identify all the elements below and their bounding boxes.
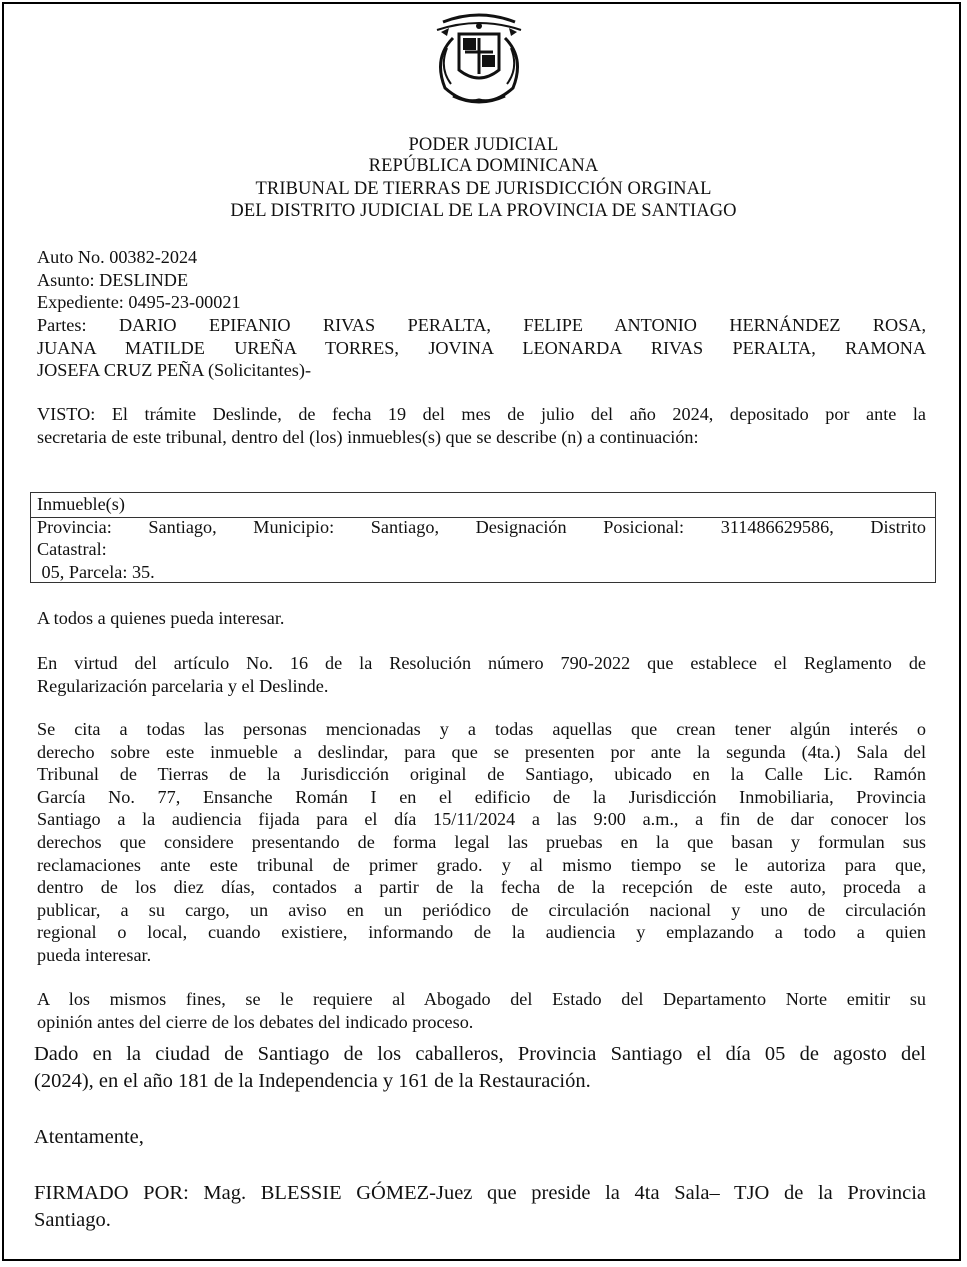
cita-line: pueda interesar.: [37, 944, 152, 965]
atentamente-text: Atentamente,: [34, 1126, 144, 1148]
cita-line: Tribunal de Tierras de la Jurisdicción original de Santiago, ubicado en la Calle Lic. Ramón: [37, 764, 926, 785]
cita-line: Santiago a la audiencia fijada para el día 15/11/2024 a las 9:00 a.m., a fin de dar conocer los: [37, 809, 926, 830]
inmueble-header: Inmueble(s): [37, 494, 125, 514]
abogado-line: opinión antes del cierre de los debates del indicado proceso.: [37, 1011, 474, 1032]
dado-line: Dado en la ciudad de Santiago de los caballeros, Provincia Santiago el día 05 de agosto del: [34, 1043, 926, 1065]
firmado-line: FIRMADO POR: Mag. BLESSIE GÓMEZ-Juez que preside la 4ta Sala– TJO de la Provincia: [34, 1182, 926, 1204]
dado-line: (2024), en el año 181 de la Independencia y 161 de la Restauración.: [34, 1070, 591, 1092]
header-distrito: DEL DISTRITO JUDICIAL DE LA PROVINCIA DE SANTIAGO: [230, 201, 737, 221]
articulo-line: Regularización parcelaria y el Deslinde.: [37, 675, 329, 696]
case-info: [37, 246, 241, 314]
abogado-paragraph: [37, 988, 926, 1033]
cita-line: publicar, a su cargo, un aviso en un periódico de circulación nacional y uno de circulación: [37, 899, 926, 920]
partes-line: JOSEFA CRUZ PEÑA (Solicitantes)-: [37, 360, 312, 381]
header-tribunal: TRIBUNAL DE TIERRAS DE JURISDICCIÓN ORGINAL: [255, 179, 712, 199]
cita-paragraph: [37, 718, 926, 967]
header-poder-judicial: PODER JUDICIAL: [408, 135, 559, 155]
cita-line: García No. 77, Ensanche Román I en el edificio de la Jurisdicción Inmobiliaria, Provincia: [37, 786, 926, 807]
firmado-paragraph: [34, 1180, 926, 1234]
cita-line: regional o local, cuando existiere, informando de la audiencia y emplazando a todo a quien: [37, 922, 926, 943]
asunto: Asunto: DESLINDE: [37, 269, 189, 290]
atentamente: [34, 1124, 926, 1151]
greeting-text: A todos a quienes pueda interesar.: [37, 608, 285, 628]
auto-number: Auto No. 00382-2024: [37, 247, 198, 267]
inmueble-line: 05, Parcela: 35.: [37, 561, 155, 582]
cita-line: derecho sobre este inmueble a deslindar, para que se presenten por ante la segunda (4ta.) Sala del: [37, 741, 926, 762]
partes-line: JUANA MATILDE UREÑA TORRES, JOVINA LEONARDA RIVAS PERALTA, RAMONA: [37, 337, 926, 358]
visto-line: VISTO: El trámite Deslinde, de fecha 19 del mes de julio del año 2024, depositado por ante la: [37, 404, 926, 424]
greeting: [37, 607, 926, 630]
cita-line: derechos que considere presentando de forma legal las pruebas en la que basan y formulan sus: [37, 831, 926, 852]
cita-line: Se cita a todas las personas mencionadas y a todas aquellas que crean tener algún interés o: [37, 719, 926, 739]
partes-line: Partes: DARIO EPIFANIO RIVAS PERALTA, FELIPE ANTONIO HERNÁNDEZ ROSA,: [37, 315, 926, 335]
inmueble-line: Catastral:: [37, 539, 107, 560]
articulo-line: En virtud del artículo No. 16 de la Resolución número 790-2022 que establece el Reglamento de: [37, 653, 926, 673]
visto-paragraph: [37, 403, 926, 448]
coat-of-arms-icon: [423, 8, 535, 108]
cita-line: reclamaciones ante este tribunal de primer grado. y al mismo tiempo se le autoriza para que,: [37, 854, 926, 875]
dado-paragraph: [34, 1041, 926, 1095]
visto-line: secretaria de este tribunal, dentro del (los) inmuebles(s) que se describe (n) a continuación:: [37, 426, 699, 447]
inmueble-content: [37, 493, 926, 583]
articulo-paragraph: [37, 652, 926, 697]
header-republica: REPÚBLICA DOMINICANA: [368, 156, 599, 176]
partes: [37, 314, 926, 382]
firmado-line: Santiago.: [34, 1209, 111, 1231]
cita-line: dentro de los diez días, contados a partir de la fecha de la recepción de este auto, proceda a: [37, 877, 926, 898]
inmueble-line: Provincia: Santiago, Municipio: Santiago, Designación Posicional: 311486629586, Distrito: [37, 516, 926, 537]
expediente: Expediente: 0495-23-00021: [37, 292, 241, 313]
abogado-line: A los mismos fines, se le requiere al Abogado del Estado del Departamento Norte emitir su: [37, 989, 926, 1009]
